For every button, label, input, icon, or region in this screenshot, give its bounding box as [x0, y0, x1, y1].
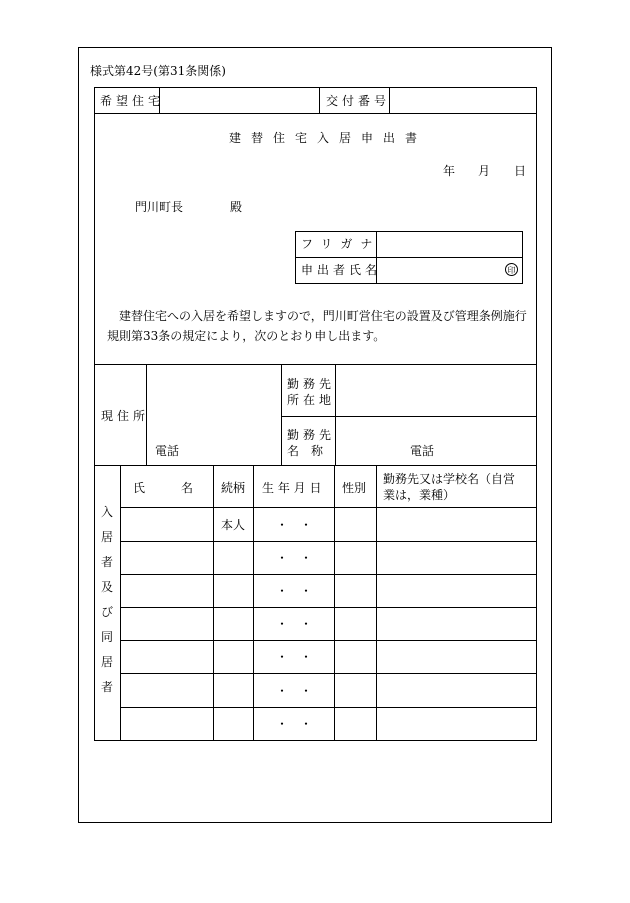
addressee-mayor: 門川町長 — [135, 200, 184, 214]
row-1-relation: 本人 — [221, 518, 246, 532]
address-div-mid — [281, 364, 282, 465]
row-line-6 — [120, 707, 537, 708]
header-row-bottom — [94, 113, 537, 114]
row-line-3 — [120, 607, 537, 608]
work-name-label-2: 名 称 — [287, 444, 324, 458]
row-line-2 — [120, 574, 537, 575]
residents-table-top — [94, 465, 537, 466]
furigana-label: フリガナ — [301, 237, 381, 251]
form-id-label: 様式第42号(第31条関係) — [90, 64, 226, 78]
desired-housing-field[interactable] — [160, 88, 319, 113]
header-div-2 — [319, 87, 320, 113]
furigana-field[interactable] — [377, 232, 522, 257]
seal-mark: 印 — [505, 263, 518, 276]
row-1-date-dots[interactable]: ・ ・ — [275, 518, 312, 532]
date-month: 月 — [478, 164, 491, 178]
row-2-date-dots[interactable]: ・ ・ — [275, 551, 312, 565]
statement-line-1: 建替住宅への入居を希望しますので，門川町営住宅の設置及び管理条例施行 — [119, 309, 527, 323]
row-line-5 — [120, 673, 537, 674]
work-address-label-1: 勤務先 — [287, 377, 336, 391]
row-6-date-dots[interactable]: ・ ・ — [275, 684, 312, 698]
row-line-1 — [120, 541, 537, 542]
date-year: 年 — [443, 164, 456, 178]
col-header-work-2: 業は，業種） — [383, 488, 456, 502]
row-7-date-dots[interactable]: ・ ・ — [275, 717, 312, 731]
work-address-label-2: 所在地 — [287, 393, 336, 407]
col-header-work-1: 勤務先又は学校名（自営 — [383, 472, 516, 486]
applicant-name-label: 申出者氏名 — [301, 263, 382, 277]
col-header-relation: 続柄 — [221, 481, 246, 495]
row-3-date-dots[interactable]: ・ ・ — [275, 584, 312, 598]
date-day: 日 — [514, 164, 527, 178]
col-header-sex: 性別 — [342, 481, 367, 495]
row-4-date-dots[interactable]: ・ ・ — [275, 617, 312, 631]
issue-number-field[interactable] — [390, 88, 536, 113]
current-address-label: 現住所 — [101, 409, 150, 423]
work-address-field[interactable] — [336, 365, 536, 416]
row-line-4 — [120, 640, 537, 641]
work-phone-label: 電話 — [410, 444, 435, 458]
work-name-label-1: 勤務先 — [287, 428, 336, 442]
statement-line-2: 規則第33条の規定により，次のとおり申し出ます。 — [107, 329, 386, 343]
col-header-birthdate: 生 年 月 日 — [262, 481, 322, 495]
row-5-date-dots[interactable]: ・ ・ — [275, 650, 312, 664]
addressee-honorific: 殿 — [230, 200, 243, 214]
work-name-field[interactable] — [336, 417, 536, 465]
current-phone-label: 電話 — [155, 444, 180, 458]
col-header-name: 氏 名 — [133, 481, 194, 495]
residents-header-bottom — [120, 507, 537, 508]
issue-number-label: 交付番号 — [326, 94, 391, 108]
desired-housing-label: 希望住宅 — [100, 94, 165, 108]
form-title: 建替住宅入居申出書 — [229, 131, 428, 145]
applicant-name-field[interactable] — [377, 258, 502, 283]
